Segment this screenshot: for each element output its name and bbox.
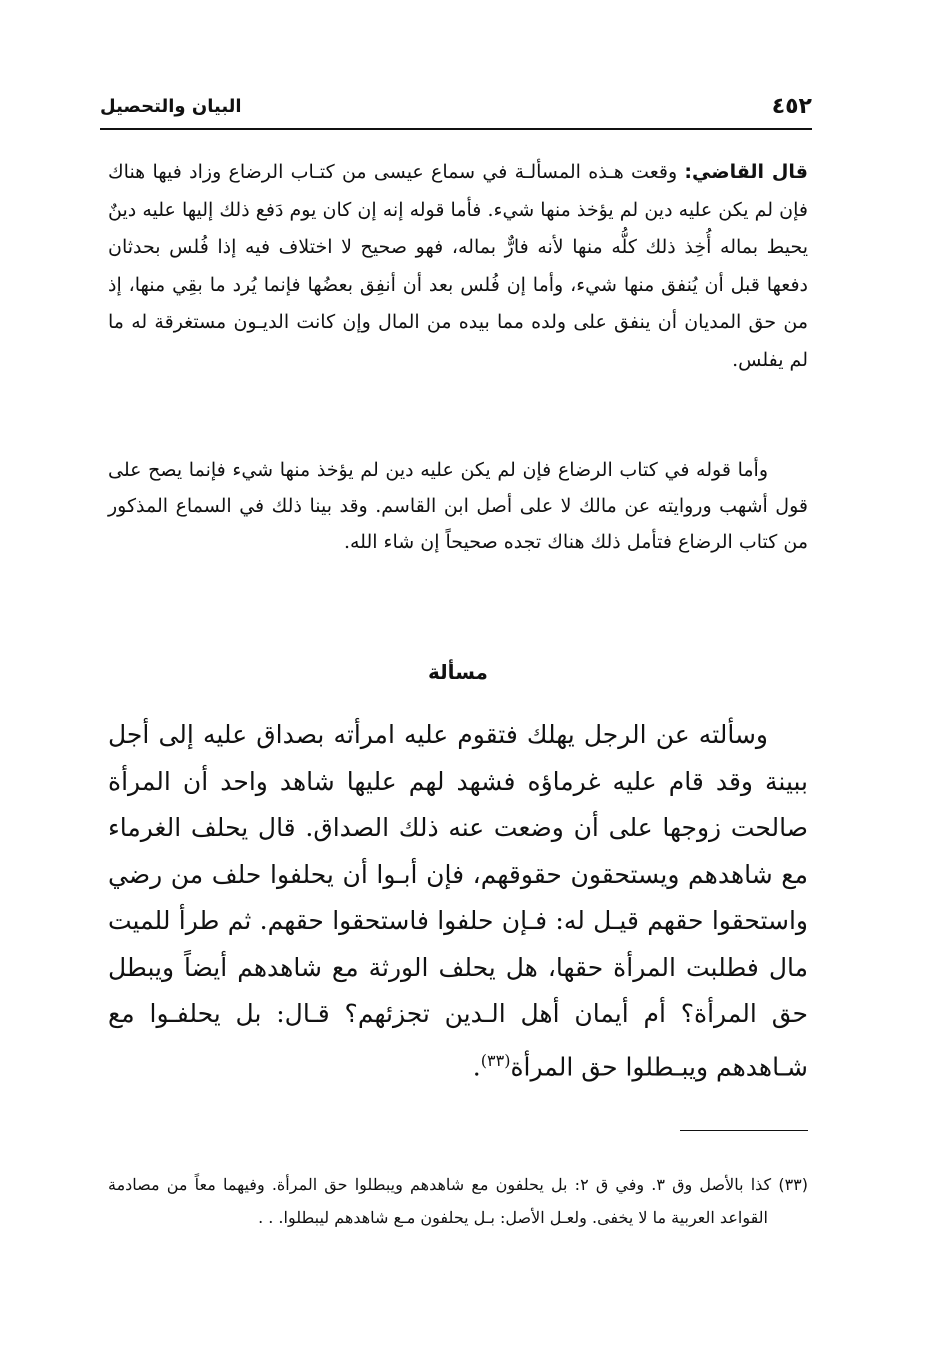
running-header xyxy=(100,92,812,128)
header-rule xyxy=(100,128,812,130)
paragraph-lead: قال القاضي: xyxy=(684,161,808,183)
book-title: البيان والتحصيل xyxy=(100,96,242,117)
footnote-mark: (٣٣) xyxy=(778,1175,809,1194)
footnote xyxy=(108,1168,808,1234)
page-number: ٤٥٢ xyxy=(771,94,812,119)
paragraph-text: وقعت هـذه المسألـة في سماع عيسى من كتـاب الرضاع وزاد فيها هناك فإن لم يكن عليه دين لم يؤخذ منها شيء. فأما قوله إنه إن كان يوم دَفع ذلك إليها عليه دينٌ يحيط بماله أُخِذ ذلك كلُّه منها لأنه فارٌّ بماله، فهو صحيح لا اختلاف فيه إذا فُلس بحدثان دفعها قبل أن يُنفق منها شيء، وأما إن فُلس بعد أن أنفِق بعضُها فإنما يُرد ما بقِي منها، إذ من حق المديان أن ينفق على ولده مما بيده من المال وإن كانت الديـون مستغرقة له ما لم يفلس. xyxy=(108,161,808,371)
paragraph-rada-note xyxy=(108,452,808,560)
footnote-rule xyxy=(680,1130,808,1131)
paragraph-qadi-commentary xyxy=(108,154,808,379)
section-heading: مسألة xyxy=(428,660,488,684)
paragraph-text: وأما قوله في كتاب الرضاع فإن لم يكن عليه دين لم يؤخذ منها شيء فإنما يصح على قول أشهب وروايته عن مالك لا على أصل ابن القاسم. وقد بينا ذلك في السماع المذكور من كتاب الرضاع فتأمل ذلك هناك تجده صحيحاً إن شاء الله. xyxy=(108,459,808,553)
paragraph-text: وسألته عن الرجل يهلك فتقوم عليه امرأته بصداق عليه إلى أجل ببينة وقد قام عليه غرماؤه فشهد لهم عليها شاهد واحد أن المرأة صالحت زوجها على أن وضعت عنه ذلك الصداق. قال يحلف الغرماء مع شاهدهم ويستحقون حقوقهم، فإن أبـوا أن يحلفوا حلف من رضي واستحقوا حقهم قيـل له: فـإن حلفوا فاستحقوا حقهم. ثم طرأ للميت مال فطلبت المرأة حقها، هل يحلف الورثة مع شاهدهم أيضاً ويبطل حق المرأة؟ أم أيمان أهل الـدين تجزئهم؟ قـال: بل يحلفـوا مع شـاهدهم ويبـطلوا حق المرأة xyxy=(108,720,808,1081)
footnote-reference: (٣٣) xyxy=(480,1050,511,1070)
footnote-text: كذا بالأصل وق ٣. وفي ق ٢: بل يحلفون مع شاهدهم ويبطلوا حق المرأة. وفيهما معاً من مصادمة القواعد العربية ما لا يخفى. ولعـل الأصل: بـل يحلفون مـع شاهدهم ليبطلوا. . . xyxy=(108,1175,779,1227)
paragraph-masala xyxy=(108,712,808,1090)
paragraph-end: . xyxy=(472,1051,481,1081)
